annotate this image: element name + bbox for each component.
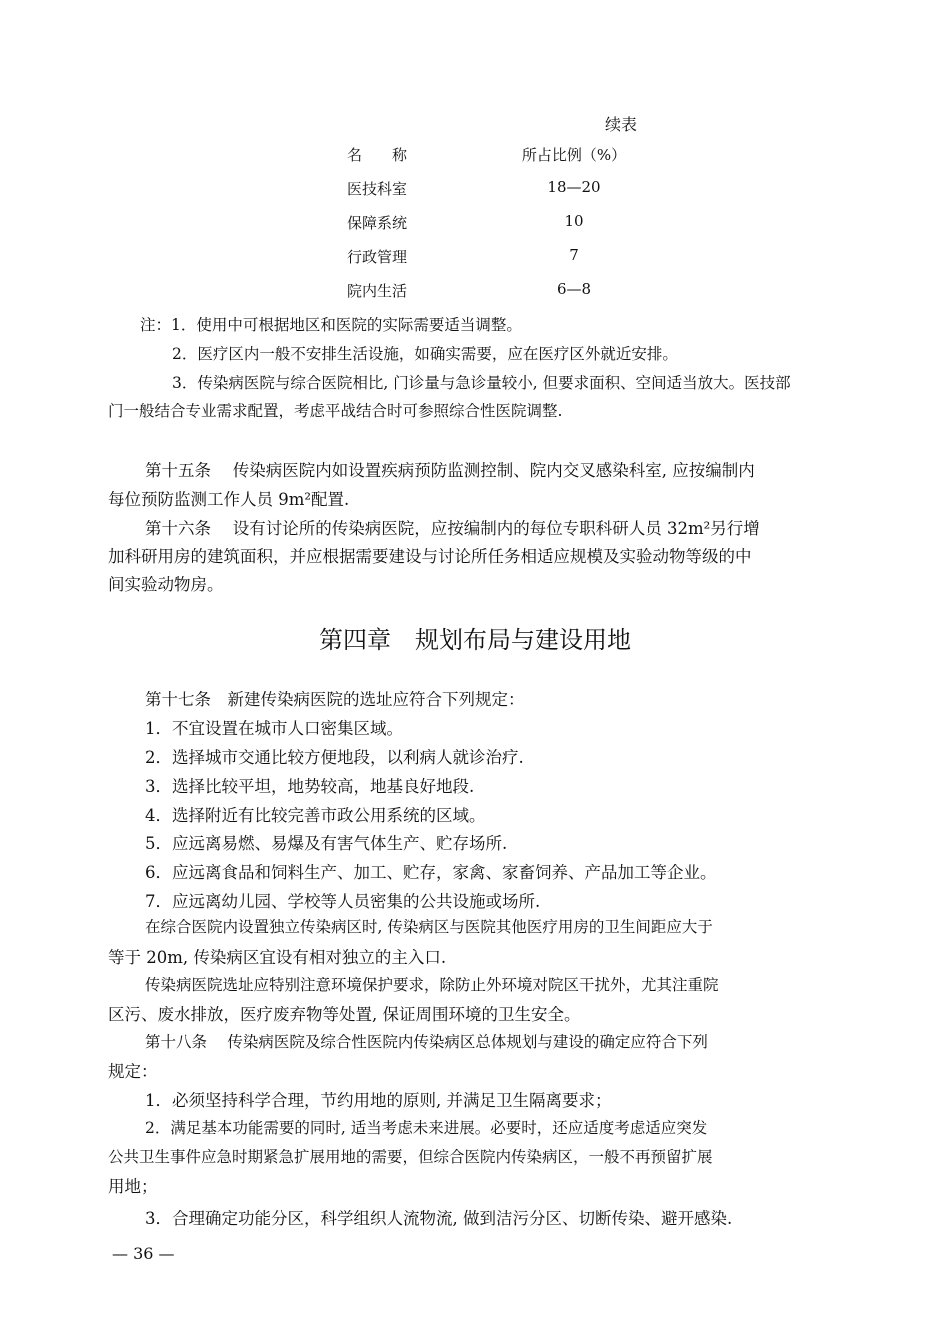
chapter-line: 2．满足基本功能需要的同时, 适当考虑未来进展。必要时，还应适度考虑适应突发 [145,1119,708,1137]
chapter-line: 规定： [108,1062,158,1081]
chapter-line: 6．应远离食品和饲料生产、加工、贮存，家禽、家畜饲养、产品加工等企业。 [145,863,717,882]
table-row [347,212,647,236]
chapter-line: 1．必须坚持科学合理，节约用地的原则, 并满足卫生隔离要求； [145,1091,612,1110]
table-cell-name: 保障系统 [347,214,408,232]
article-line: 第十六条 设有讨论所的传染病医院，应按编制内的每位专职科研人员 32m²另行增 [145,519,760,538]
chapter-line: 7．应远离幼儿园、学校等人员密集的公共设施或场所. [145,892,541,911]
chapter-line: 1．不宜设置在城市人口密集区域。 [145,719,403,738]
table-continued-label: 续表 [605,115,638,134]
note-line: 3．传染病医院与综合医院相比, 门诊量与急诊量较小, 但要求面积、空间适当放大。医技部 [172,374,791,392]
chapter-line: 2．选择城市交通比较方便地段，以利病人就诊治疗. [145,748,524,767]
table-cell-name: 医技科室 [347,180,408,198]
chapter-line: 3．选择比较平坦，地势较高，地基良好地段. [145,777,475,796]
article-line: 间实验动物房。 [108,575,224,594]
chapter-line: 3．合理确定功能分区，科学组织人流物流, 做到洁污分区、切断传染、避开感染. [145,1209,733,1228]
page-number: — 36 — [112,1244,175,1263]
chapter-line: 在综合医院内设置独立传染病区时, 传染病区与医院其他医疗用房的卫生间距应大于 [145,918,713,936]
note-line: 注：1．使用中可根据地区和医院的实际需要适当调整。 [140,316,522,334]
chapter-line: 传染病医院选址应特别注意环境保护要求，除防止外环境对院区干扰外，尤其注重院 [145,976,719,994]
chapter-line: 4．选择附近有比较完善市政公用系统的区域。 [145,806,486,825]
table-header-row [347,144,647,168]
table-cell-ratio: 10 [564,212,584,230]
table-header-name: 名 称 [347,146,408,164]
table-row [347,246,647,270]
article-line: 第十五条 传染病医院内如设置疾病预防监测控制、院内交叉感染科室, 应按编制内 [145,461,755,480]
chapter-line: 等于 20m, 传染病区宜设有相对独立的主入口. [108,948,447,967]
table-cell-name: 行政管理 [347,248,408,266]
table-header-ratio: 所占比例（%） [521,146,627,164]
note-line: 门一般结合专业需求配置，考虑平战结合时可参照综合性医院调整. [108,402,563,420]
article-line: 加科研用房的建筑面积，并应根据需要建设与讨论所任务相适应规模及实验动物等级的中 [108,547,752,566]
note-line: 2．医疗区内一般不安排生活设施，如确实需要，应在医疗区外就近安排。 [172,345,678,363]
chapter-line: 第十八条 传染病医院及综合性医院内传染病区总体规划与建设的确定应符合下列 [145,1033,708,1051]
table-cell-name: 院内生活 [347,282,408,300]
chapter-line: 公共卫生事件应急时期紧急扩展用地的需要，但综合医院内传染病区，一般不再预留扩展 [108,1148,713,1166]
table-row [347,178,647,202]
chapter-line: 5．应远离易燃、易爆及有害气体生产、贮存场所. [145,834,508,853]
table-cell-ratio: 6—8 [556,280,592,298]
table-row [347,280,647,304]
chapter-line: 区污、废水排放，医疗废弃物等处置, 保证周围环境的卫生安全。 [108,1005,581,1024]
chapter-line: 第十七条 新建传染病医院的选址应符合下列规定： [145,690,525,709]
article-line: 每位预防监测工作人员 9m²配置. [108,490,350,509]
chapter-line: 用地； [108,1177,158,1196]
table-cell-ratio: 7 [569,246,579,264]
chapter-title: 第四章 规划布局与建设用地 [319,626,631,654]
table-cell-ratio: 18—20 [547,178,601,196]
